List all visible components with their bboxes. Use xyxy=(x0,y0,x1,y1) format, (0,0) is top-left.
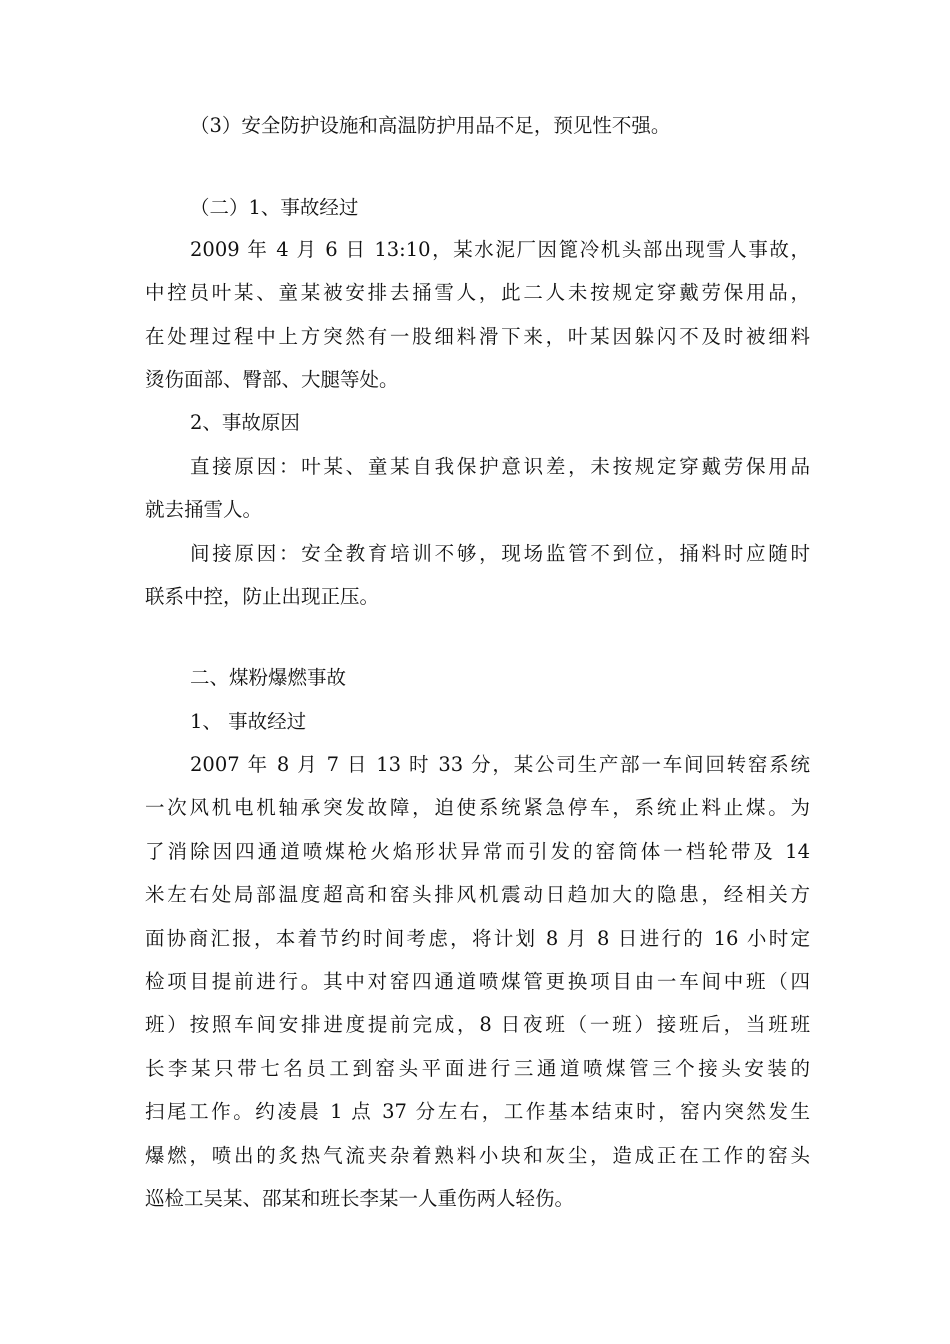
section-two-narrative-line: 检项目提前进行。其中对窑四通道喷煤管更换项目由一车间中班（四 xyxy=(145,970,810,993)
direct-cause-line: 就去捅雪人。 xyxy=(145,498,263,521)
case-two-narrative-line: 烫伤面部、臀部、大腿等处。 xyxy=(145,368,399,391)
case-two-narrative-line: 中控员叶某、童某被安排去捅雪人，此二人未按规定穿戴劳保用品， xyxy=(145,281,810,304)
case-two-narrative-line: 在处理过程中上方突然有一股细料滑下来，叶某因躲闪不及时被细料 xyxy=(145,325,810,348)
paragraph-item-3: （3）安全防护设施和高温防护用品不足，预见性不强。 xyxy=(190,114,671,137)
section-two-narrative-line: 扫尾工作。约凌晨 1 点 37 分左右，工作基本结束时，窑内突然发生 xyxy=(145,1100,810,1123)
section-two-narrative-line: 了消除因四通道喷煤枪火焰形状异常而引发的窑筒体一档轮带及 14 xyxy=(145,840,810,863)
section-two-narrative-line: 长李某只带七名员工到窑头平面进行三通道喷煤管三个接头安装的 xyxy=(145,1057,810,1080)
section-two-narrative-line: 一次风机电机轴承突发故障，迫使系统紧急停车，系统止料止煤。为 xyxy=(145,796,810,819)
section-two-narrative-line: 2007 年 8 月 7 日 13 时 33 分，某公司生产部一车间回转窑系统 xyxy=(190,753,810,776)
case-two-cause-heading: 2、事故原因 xyxy=(190,411,300,434)
case-two-narrative-line: 2009 年 4 月 6 日 13:10，某水泥厂因篦冷机头部出现雪人事故， xyxy=(190,238,810,261)
section-two-heading: 二、煤粉爆燃事故 xyxy=(190,666,347,689)
section-two-subheading: 1、 事故经过 xyxy=(190,710,307,733)
section-two-narrative-line: 米左右处局部温度超高和窑头排风机震动日趋加大的隐患，经相关方 xyxy=(145,883,810,906)
section-two-narrative-line: 面协商汇报，本着节约时间考虑，将计划 8 月 8 日进行的 16 小时定 xyxy=(145,927,810,950)
section-two-narrative-line: 班）按照车间安排进度提前完成，8 日夜班（一班）接班后，当班班 xyxy=(145,1013,810,1036)
section-two-narrative-line: 巡检工吴某、邵某和班长李某一人重伤两人轻伤。 xyxy=(145,1187,575,1210)
section-two-narrative-line: 爆燃，喷出的炙热气流夹杂着熟料小块和灰尘，造成正在工作的窑头 xyxy=(145,1144,810,1167)
case-two-heading: （二）1、事故经过 xyxy=(190,196,359,219)
direct-cause-line: 直接原因：叶某、童某自我保护意识差，未按规定穿戴劳保用品 xyxy=(190,455,810,478)
indirect-cause-line: 间接原因：安全教育培训不够，现场监管不到位，捅料时应随时 xyxy=(190,542,810,565)
indirect-cause-line: 联系中控，防止出现正压。 xyxy=(145,585,380,608)
